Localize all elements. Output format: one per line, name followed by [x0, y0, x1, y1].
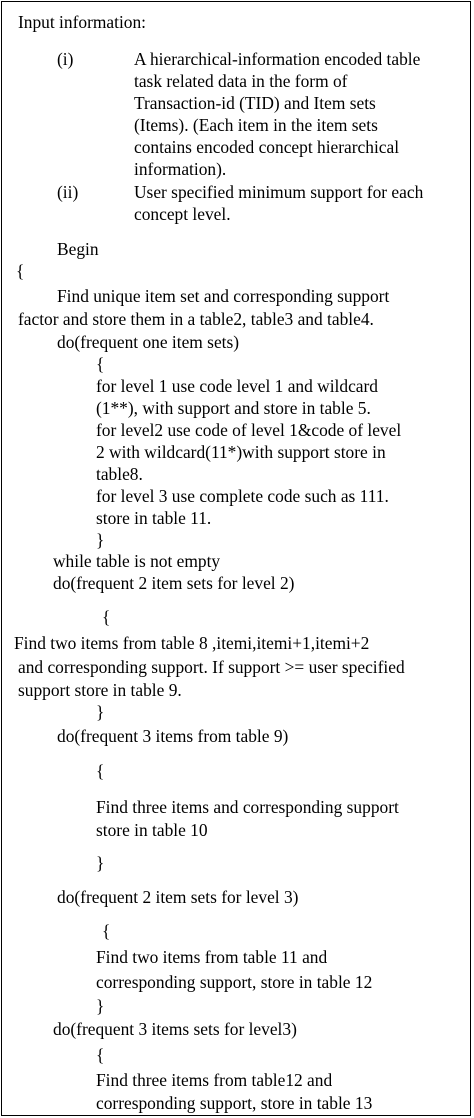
- input-item-line: information).: [134, 159, 227, 179]
- input-item-line: A hierarchical-information encoded table: [134, 49, 421, 69]
- open-brace: {: [96, 761, 105, 781]
- close-brace: }: [96, 530, 105, 550]
- open-brace: {: [102, 607, 111, 627]
- algorithm-line: do(frequent 2 item sets for level 3): [57, 887, 299, 907]
- algorithm-line: do(frequent 2 item sets for level 2): [53, 573, 295, 593]
- algorithm-line: Find two items from table 8 ,itemi,itemi+1,itemi+2: [14, 633, 370, 653]
- algorithm-line: Find unique item set and corresponding support: [57, 286, 390, 306]
- algorithm-line: Find three items and corresponding support: [96, 797, 399, 817]
- algorithm-document: [1, 1, 471, 1116]
- input-item-marker: (i): [57, 49, 74, 69]
- input-information-heading: Input information:: [18, 12, 146, 32]
- algorithm-line: while table is not empty: [53, 551, 221, 571]
- input-item-line: (Items). (Each item in the item sets: [134, 115, 378, 135]
- algorithm-line: do(frequent 3 items sets for level3): [53, 1019, 297, 1039]
- algorithm-line: for level2 use code of level 1&code of level: [96, 420, 402, 440]
- algorithm-line: store in table 11.: [96, 508, 212, 528]
- algorithm-line: do(frequent one item sets): [57, 332, 240, 352]
- open-brace: {: [102, 921, 111, 941]
- algorithm-line: Find two items from table 11 and: [96, 947, 328, 967]
- algorithm-line: support store in table 9.: [18, 680, 182, 700]
- algorithm-line: corresponding support, store in table 13: [96, 1093, 373, 1113]
- algorithm-line: corresponding support, store in table 12: [96, 972, 373, 992]
- open-brace: {: [96, 354, 105, 374]
- open-brace: {: [96, 1045, 105, 1065]
- algorithm-line: (1**), with support and store in table 5.: [96, 398, 371, 418]
- close-brace: }: [96, 702, 105, 722]
- open-brace: {: [16, 261, 25, 281]
- algorithm-line: store in table 10: [96, 820, 208, 840]
- input-item-line: User specified minimum support for each: [134, 182, 424, 202]
- algorithm-line: factor and store them in a table2, table3 and table4.: [18, 309, 374, 329]
- input-item-line: task related data in the form of: [134, 71, 348, 91]
- close-brace: }: [96, 996, 105, 1016]
- algorithm-line: Find three items from table12 and: [96, 1070, 333, 1090]
- begin-keyword: Begin: [57, 239, 99, 259]
- input-item-line: contains encoded concept hierarchical: [134, 137, 400, 157]
- input-item-marker: (ii): [57, 182, 79, 202]
- input-item-line: Transaction-id (TID) and Item sets: [134, 93, 376, 113]
- algorithm-line: table8.: [96, 464, 143, 484]
- algorithm-line: for level 1 use code level 1 and wildcard: [96, 376, 379, 396]
- close-brace: }: [96, 853, 105, 873]
- algorithm-line: and corresponding support. If support >= user specified: [18, 657, 405, 677]
- algorithm-line: do(frequent 3 items from table 9): [57, 726, 289, 746]
- input-item-line: concept level.: [134, 204, 231, 224]
- algorithm-line: 2 with wildcard(11*)with support store in: [96, 442, 386, 462]
- algorithm-line: for level 3 use complete code such as 111.: [96, 486, 389, 506]
